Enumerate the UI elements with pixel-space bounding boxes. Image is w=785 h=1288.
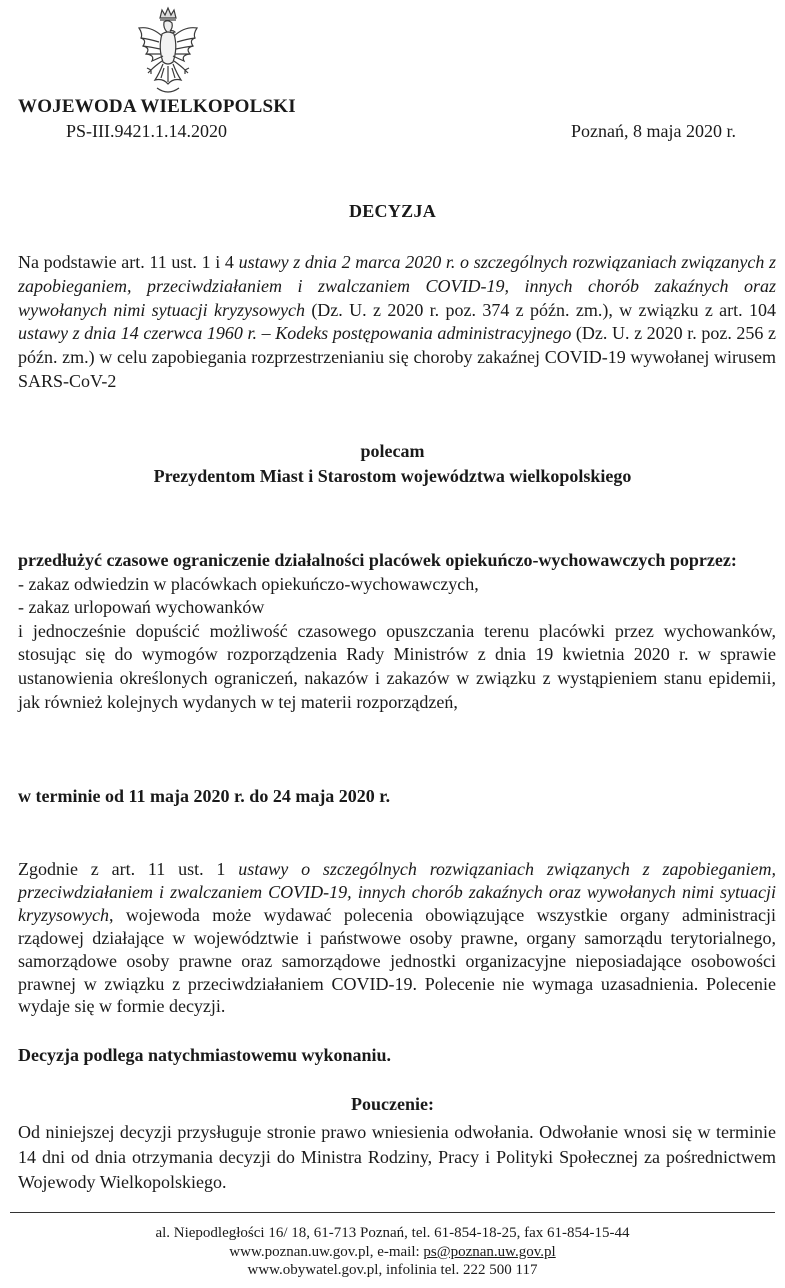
footer-contact <box>0 1224 785 1280</box>
deadline-period: w terminie od 11 maja 2020 r. do 24 maja 2020 r. <box>18 786 391 806</box>
measures-lead: przedłużyć czasowe ograniczenie działalności placówek opiekuńczo-wychowawczych poprzez: <box>18 550 737 570</box>
basis-text-1: Na podstawie art. 11 ust. 1 i 4 <box>18 252 239 272</box>
document-title: DECYZJA <box>348 201 437 221</box>
case-reference-number: PS-III.9421.1.14.2020 <box>66 121 227 141</box>
measure-item-leave: - zakaz urlopowań wychowanków <box>18 597 265 618</box>
measures-rest: i jednocześnie dopuścić możliwość czasowego opuszczania terenu placówki przez wychowanków, stosując się do wymogów rozporządzenia Rady Ministrów z dnia 19 kwietnia 2020 r. w sprawie ustanowienia określonych ograniczeń, nakazów i zakazów w związku z wystąpieniem stanu epidemii, jak również kolejnych wydanych w tej materii rozporządzeń, <box>18 620 776 712</box>
instruction-heading: Pouczenie: <box>351 1094 434 1114</box>
immediate-execution-clause: Decyzja podlega natychmiastowemu wykonaniu. <box>18 1045 392 1065</box>
order-addressee: Prezydentom Miast i Starostom województwa wielkopolskiego <box>153 466 632 486</box>
footer-web-line <box>0 1243 785 1262</box>
justification-act: ustawy o szczególnych rozwiązaniach związanych z zapobieganiem, przeciwdziałaniem i zwalczaniem COVID-19, innych chorób zakaźnych oraz wywołanych nimi sytuacji kryzysowych <box>18 859 776 925</box>
justification-paragraph <box>18 858 776 1018</box>
footer-website: www.poznan.uw.gov.pl, e-mail: <box>229 1243 424 1260</box>
justification-text-2: , wojewoda może wydawać polecenia obowiązujące wszystkie organy administracji rządowej działające w województwie i państwowe osoby prawne, organy samorządu terytorialnego, samorządowe osoby prawne oraz samorządowe jednostki organizacyjne nieposiadające osobowości prawnej w związku z przeciwdziałaniem COVID-19. Polecenie nie wymaga uzasadnienia. Polecenie wydaje się w formie decyzji. <box>18 904 776 1017</box>
basis-act-2: ustawy z dnia 14 czerwca 1960 r. – Kodeks postępowania administracyjnego <box>18 323 572 344</box>
footer-address: al. Niepodległości 16/ 18, 61-713 Poznań, tel. 61-854-18-25, fax 61-854-15-44 <box>155 1225 630 1241</box>
eagle-emblem-icon <box>133 6 203 100</box>
basis-act-1: ustawy z dnia 2 marca 2020 r. o szczególnych rozwiązaniach związanych z zapobieganiem, przeciwdziałaniem i zwalczaniem COVID-19, innych chorób zakaźnych oraz wywołanych nimi sytuacji kryzysowych <box>18 252 776 320</box>
measures-paragraph <box>18 549 776 714</box>
basis-text-2: (Dz. U. z 2020 r. poz. 374 z późn. zm.), w związku z art. 104 <box>304 299 776 320</box>
footer-helpline: www.obywatel.gov.pl, infolinia tel. 222 500 117 <box>247 1262 538 1278</box>
footer-email-link[interactable]: ps@poznan.uw.gov.pl <box>423 1243 556 1260</box>
basis-text-3: (Dz. U. z 2020 r. poz. 256 z późn. zm.) w celu zapobiegania rozprzestrzenianiu się choroby zakaźnej COVID-19 wywołanej wirusem SARS-CoV-2 <box>18 323 776 391</box>
issuing-authority: WOJEWODA WIELKOPOLSKI <box>18 96 296 117</box>
legal-basis-paragraph <box>18 251 776 394</box>
place-and-date: Poznań, 8 maja 2020 r. <box>571 121 736 141</box>
instruction-paragraph: Od niniejszej decyzji przysługuje stronie prawo wniesienia odwołania. Odwołanie wnosi się w terminie 14 dni od dnia otrzymania decyzji do Ministra Rodziny, Pracy i Polityki Społecznej za pośrednictwem Wojewody Wielkopolskiego. <box>18 1122 776 1192</box>
justification-text-1: Zgodnie z art. 11 ust. 1 <box>18 859 239 879</box>
measure-item-visits: - zakaz odwiedzin w placówkach opiekuńczo-wychowawczych, <box>18 573 479 594</box>
order-verb: polecam <box>360 441 425 461</box>
footer-divider <box>10 1212 775 1213</box>
